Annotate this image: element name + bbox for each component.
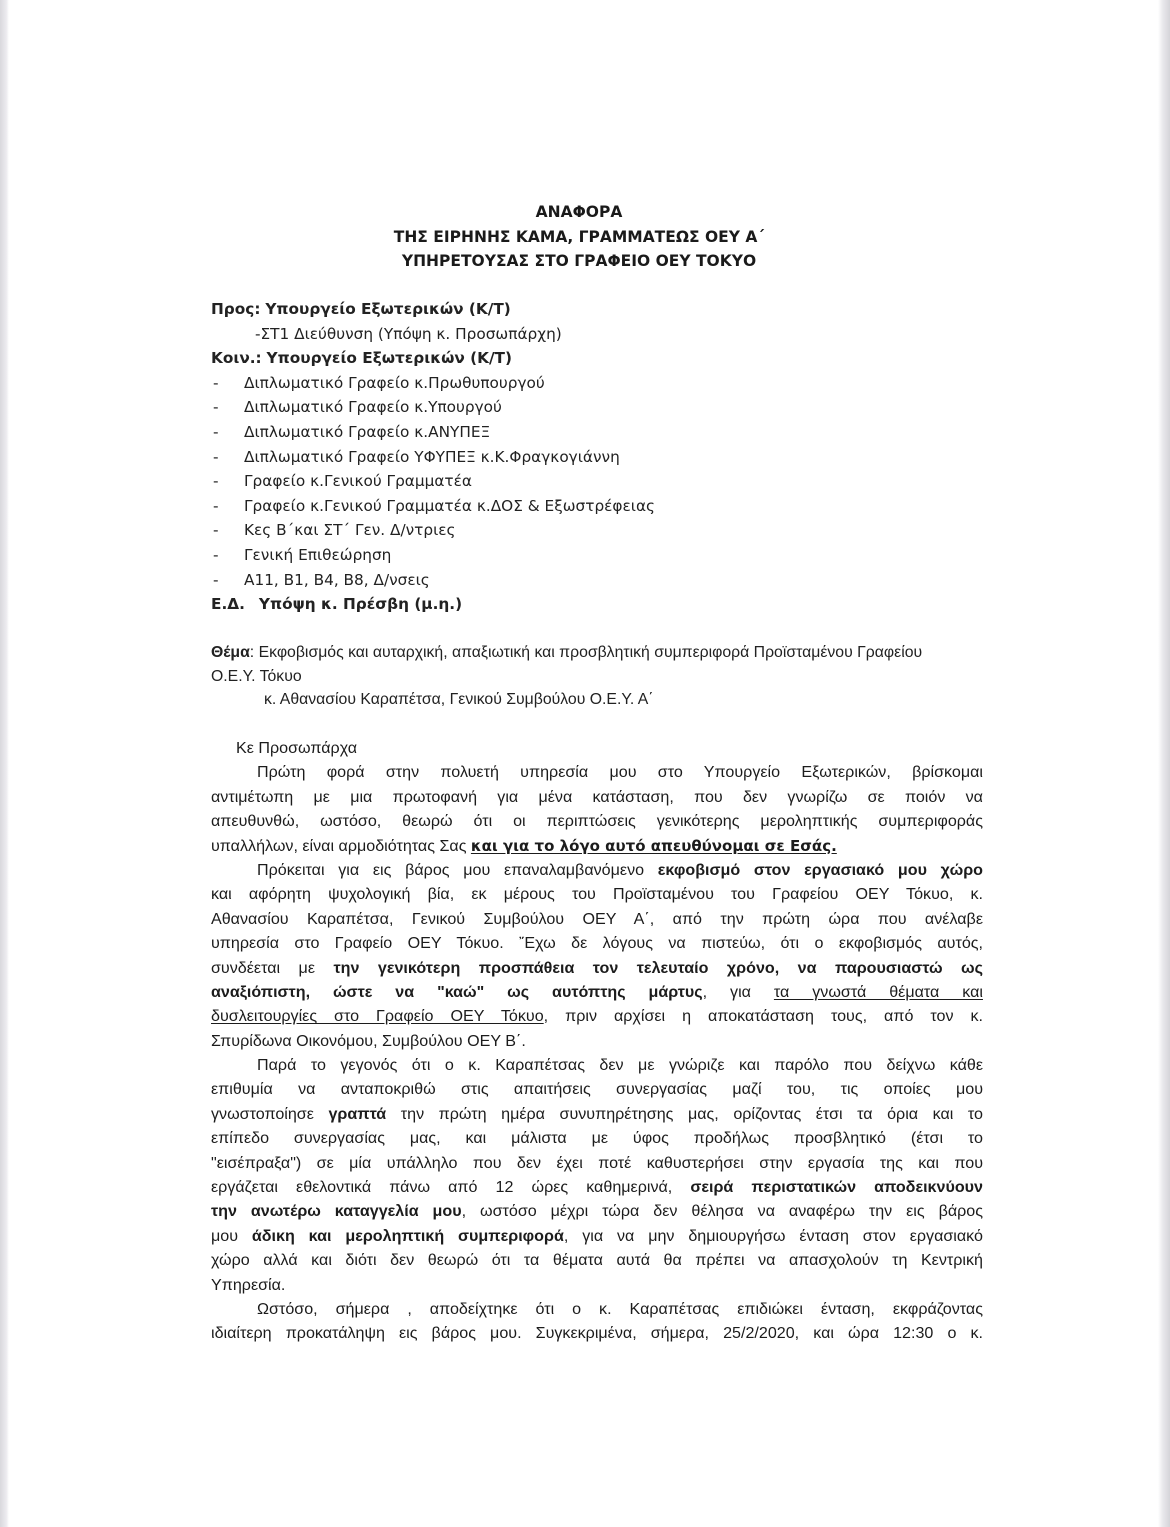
cc-list-item [211, 543, 911, 568]
cc-item-text: Διπλωματικό Γραφείο κ.Πρωθυπουργού [244, 373, 545, 392]
paragraph-line: και αφόρητη ψυχολογική βία, εκ μέρους του Προϊσταμένου του Γραφείου ΟΕΥ Τόκυο, κ. [211, 885, 983, 904]
title-line: ΑΝΑΦΟΡΑ [535, 203, 623, 221]
emphasis-text: την γενικότερη προσπάθεια τον τελευταίο χρόνο, να παρουσιαστώ ως [333, 958, 983, 977]
to-line [211, 297, 911, 322]
text-run: Πρόκειται για εις βάρος μου επαναλαμβανόμενο [257, 860, 658, 879]
paragraph-line [211, 858, 983, 882]
salutation: Κε Προσωπάρχα [236, 739, 358, 757]
emphasis-text: σειρά περιστατικών αποδεικνύουν [690, 1178, 983, 1197]
emphasis-text: και για το λόγο αυτό απευθύνομαι σε Εσάς. [470, 836, 837, 855]
text-run: γνωστοποίησε [211, 1104, 329, 1123]
subject-label: Θέμα [211, 644, 250, 661]
emphasis-text: άδικη και μεροληπτική συμπεριφορά [251, 1226, 564, 1245]
text-run: μου [211, 1226, 252, 1245]
cc-list-item [211, 469, 911, 494]
emphasis-text: γραπτά [328, 1104, 387, 1123]
paragraph-line: "εισέπραξα") σε μία υπάλληλο που δεν έχει ποτέ καθυστερήσει στην εργασία της και που [211, 1153, 983, 1172]
cc-list-item [211, 371, 911, 396]
letter-body [211, 736, 983, 1346]
bullet: - [213, 373, 219, 392]
paragraph-line: Υπηρεσία. [211, 1275, 286, 1294]
bullet: - [213, 447, 219, 466]
subject-text: Εκφοβισμός και αυταρχική, απαξιωτική και προσβλητική συμπεριφορά Προϊσταμένου Γραφείου [254, 644, 923, 661]
subject-line [211, 641, 1081, 665]
cc-line [211, 346, 911, 371]
cc-list-item [211, 420, 911, 445]
text-run: την πρώτη ημέρα συνυπηρέτησης μας, ορίζοντας έτσι τα όρια και το [386, 1104, 983, 1123]
text-run: , για [702, 982, 774, 1001]
text-run: υπαλλήλων, είναι αρμοδιότητας Σας [211, 836, 471, 855]
bullet: - [213, 545, 219, 564]
ed-value: Υπόψη κ. Πρέσβη (μ.η.) [258, 595, 463, 614]
paragraph-line: Πρώτη φορά στην πολυετή υπηρεσία μου στο Υπουργείο Εξωτερικών, βρίσκομαι [257, 763, 983, 782]
cc-item-text: Γενική Επιθεώρηση [244, 545, 392, 564]
paragraph-line [211, 980, 983, 1004]
paragraph-line [211, 1224, 983, 1248]
paragraph-line [211, 1004, 983, 1028]
cc-item-text: Α11, Β1, Β4, Β8, Δ/νσεις [244, 570, 430, 589]
paragraph-line [211, 956, 983, 980]
emphasis-text: αναξιόπιστη, ώστε να "καώ" ως αυτόπτης μάρτυς [211, 982, 703, 1001]
cc-list-item [211, 518, 911, 543]
paragraph-line [211, 834, 983, 858]
to-label: Προς: [211, 300, 261, 318]
paragraph-line: επιθυμία να ανταποκριθώ στις απαιτήσεις συνεργασίας μαζί του, τις οποίες μου [211, 1080, 983, 1099]
cc-label: Κοιν.: [211, 349, 262, 368]
bullet: - [213, 521, 219, 540]
document-page [9, 0, 1158, 1527]
recipients-block [211, 297, 911, 617]
paragraph-line: Αθανασίου Καραπέτσα, Γενικού Συμβούλου ΟΕΥ Α΄, από την πρώτη ώρα που ανέλαβε [211, 909, 983, 928]
cc-list-item [211, 494, 911, 519]
cc-value: Υπουργείο Εξωτερικών (Κ/Τ) [266, 349, 512, 368]
subject-colon: : [249, 644, 255, 661]
subject-line: κ. Αθανασίου Καραπέτσα, Γενικού Συμβούλου Ο.Ε.Υ. Α΄ [264, 691, 654, 708]
to-sub-line: -ΣΤ1 Διεύθυνση (Υπόψη κ. Προσωπάρχη) [255, 324, 562, 343]
bullet: - [213, 496, 219, 515]
cc-item-text: Διπλωματικό Γραφείο κ.Υπουργού [244, 398, 502, 417]
to-value: Υπουργείο Εξωτερικών (Κ/Τ) [265, 300, 511, 318]
paragraph-line [211, 1175, 983, 1199]
cc-item-text: Διπλωματικό Γραφείο ΥΦΥΠΕΞ κ.Κ.Φραγκογιάννη [244, 447, 620, 466]
report-title [0, 200, 1170, 274]
paragraph-line: υπηρεσία στο Γραφείο ΟΕΥ Τόκυο. ῎Εχω δε λόγους να πιστεύω, ότι ο εκφοβισμός αυτός, [211, 934, 983, 953]
cc-list-item [211, 395, 911, 420]
cc-item-text: Διπλωματικό Γραφείο κ.ΑΝΥΠΕΞ [244, 422, 491, 441]
cc-list-item [211, 568, 911, 593]
title-line: ΥΠΗΡΕΤΟΥΣΑΣ ΣΤΟ ΓΡΑΦΕΙΟ ΟΕΥ ΤΟΚΥΟ [401, 252, 757, 270]
paragraph-line: Ωστόσο, σήμερα , αποδείχτηκε ότι ο κ. Καραπέτσας επιδιώκει ένταση, εκφράζοντας [257, 1299, 983, 1318]
paragraph-line: Σπυρίδωνα Οικονόμου, Συμβούλου ΟΕΥ Β΄. [211, 1031, 526, 1050]
underlined-text: τα γνωστά θέματα και [773, 982, 983, 1001]
paragraph-line: Παρά το γεγονός ότι ο κ. Καραπέτσας δεν με γνώριζε και παρόλο που δείχνω κάθε [257, 1056, 983, 1075]
underlined-text: δυσλειτουργίες στο Γραφείο ΟΕΥ Τόκυο [211, 1007, 544, 1026]
title-line: ΤΗΣ ΕΙΡΗΝΗΣ ΚΑΜΑ, ΓΡΑΜΜΑΤΕΩΣ ΟΕΥ Α΄ [393, 227, 765, 246]
paragraph-line [211, 1102, 983, 1126]
subject-line: Ο.Ε.Υ. Τόκυο [211, 667, 302, 685]
bullet: - [213, 570, 219, 589]
cc-list-item [211, 445, 911, 470]
subject-block [211, 641, 1081, 712]
paragraph-line [211, 1199, 983, 1223]
ed-label: Ε.Δ. [211, 595, 245, 614]
paragraph-line: επίπεδο συνεργασίας μας, και μάλιστα με ύφος προδήλως προσβλητικό (έτσι το [211, 1129, 983, 1148]
text-run: εργάζεται εθελοντικά πάνω από 12 ώρες καθημερινά, [211, 1178, 691, 1197]
cc-item-text: Κες Β΄και ΣΤ΄ Γεν. Δ/ντριες [244, 521, 456, 540]
paragraph-line: αντιμέτωπη με μια πρωτοφανή για μένα κατάσταση, που δεν γνωρίζω σε ποιόν να [211, 787, 983, 806]
bullet: - [213, 398, 219, 417]
paragraph-line: χώρο αλλά και διότι δεν θεωρώ ότι τα θέματα αυτά θα πρέπει να απασχολούν τη Κεντρική [211, 1251, 983, 1270]
text-run: συνδέεται με [211, 958, 334, 977]
paragraph-line: απευθυνθώ, ωστόσο, θεωρώ ότι οι περιπτώσεις γενικότερης μεροληπτικής συμπεριφοράς [211, 812, 983, 831]
text-run: , ωστόσο μέχρι τώρα δεν θέλησα να αναφέρω την εις βάρος [461, 1202, 983, 1221]
text-run: , για να μην δημιουργήσω ένταση στον εργασιακό [563, 1226, 983, 1245]
bullet: - [213, 422, 219, 441]
ed-line [211, 592, 911, 617]
cc-item-text: Γραφείο κ.Γενικού Γραμματέα κ.ΔΟΣ & Εξωστρέφειας [244, 496, 656, 515]
bullet: - [213, 472, 219, 491]
text-run: , πριν αρχίσει η αποκατάσταση τους, από τον κ. [543, 1007, 984, 1026]
emphasis-text: την ανωτέρω καταγγελία μου [211, 1202, 462, 1221]
paragraph-line: ιδιαίτερη προκατάληψη εις βάρος μου. Συγκεκριμένα, σήμερα, 25/2/2020, και ώρα 12:30 ο κ. [211, 1324, 983, 1343]
emphasis-text: εκφοβισμό στον εργασιακό μου χώρο [657, 860, 983, 879]
cc-item-text: Γραφείο κ.Γενικού Γραμματέα [244, 472, 472, 491]
